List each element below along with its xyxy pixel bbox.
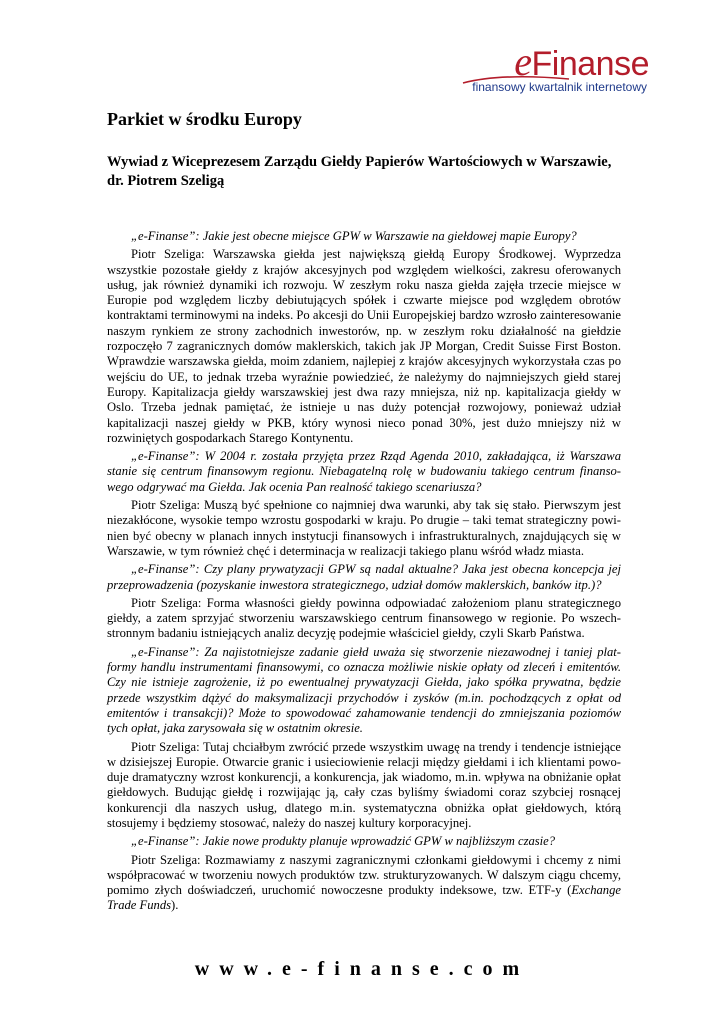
question-paragraph: „e-Finanse”: Jakie jest obecne miejsce GPW w Warszawie na giełdowej mapie Europy? [131,229,577,243]
answer-paragraph [107,853,621,914]
question-paragraph: „e-Finanse”: W 2004 r. została przyjęta przez Rząd Agenda 2010, zakładająca, iż Warszawa stanie się centrum finansowym regionu. Niebagatelną rolę w budowaniu takiego centrum finansowego odgrywać ma Giełda. Jak ocenia Pan realność takiego scenariusza? [107,449,621,494]
answer-paragraph: Piotr Szeliga: Tutaj chciałbym zwrócić przede wszystkim uwagę na trendy i tendencje istniejące w dzisiejszej Europie. Otwarcie granic i usieciowienie relacji między giełdami i ich klientami powoduje dramatyczny wzrost konkurencji, a konkurencja, jak wiadomo, m.in. wpływa na obniżanie opłat giełdowych. Budując giełdę i rozwijając ją, cały czas byliśmy świadomi coraz szybciej rosnącej konkurencji dla naszych usług, dlatego m.in. systematyczna obniżka opłat giełdowych, którą stosujemy i będziemy stosować, należy do naszej kultury korporacyjnej. [107,739,621,830]
footer-url[interactable]: www.e-finanse.com [194,958,530,980]
answer-paragraph: Piotr Szeliga: Forma własności giełdy powinna odpowiadać założeniom planu strategicznego giełdy, a zatem sprzyjać stworzeniu warszawskiego centrum finansowego w regionie. Po wszechstronnym badaniu istniejących analiz decyzję podejmie właściciel giełdy, czyli Skarb Państwa. [107,595,621,641]
answer-tail: ). [171,898,179,913]
answer-italic-term: Exchange Trade Funds [107,883,621,913]
answer-paragraph: Piotr Szeliga: Muszą być spełnione co najmniej dwa warunki, aby tak się stało. Pierwszym jest niezakłócone, wysokie tempo wzrostu gospodarki w kraju. Po drugie – taki temat strategiczny powinien być obecny w planach innych instytucji finansowych i infrastrukturalnych, znajdujących się w Warszawie, w tym również chęć i determinacja w realizacji takiego planu wśród władz miasta. [107,498,621,558]
efinanse-logo [459,39,649,102]
answer-paragraph: Piotr Szeliga: Warszawska giełda jest największą giełdą Europy Środkowej. Wyprzedza wszystkie pozostałe giełdy z krajów akcesyjnych pod względem wielkości, zakresu oferowanych usług, jak również dynamiki ich rozwoju. W zeszłym roku nasza giełda zajęła trzecie miejsce w Europie pod względem liczby debiutujących spółek i czwarte miejsce pod względem obrotów kontraktami terminowymi na indeks. Po akcesji do Unii Europejskiej bardzo wzrosło zainteresowanie naszym rynkiem ze strony zachodnich inwestorów, np. w zeszłym roku działalność na giełdzie rozpoczęło 7 zagranicznych domów maklerskich, takich jak JP Morgan, Credit Suisse First Boston. Wprawdzie warszawska giełda, moim zdaniem, najlepiej z krajów akcesyjnych wykorzystała czas po wejściu do UE, to jednak trzeba wyraźnie powiedzieć, że należymy do najmniejszych giełd starej Europy. Kapitalizacja giełdy warszawskiej jest dwa razy mniejsza, niż np. kapitalizacja giełdy w Oslo. Trzeba jednak pamiętać, że istnieje u nas duży potencjał rozwojowy, ponieważ udział kapitalizacji naszej giełdy w PKB, który wynosi nieco ponad 30%, jest dużo mniejszy niż w rozwiniętych gospodarkach Starego Kontynentu. [107,247,621,445]
article-body [107,229,621,917]
interview-subtitle: Wywiad z Wiceprezesem Zarządu Giełdy Papierów Wartościowych w Warszawie, dr. Piotrem Szeligą [107,154,612,189]
answer-text: Piotr Szeliga: Rozmawiamy z naszymi zagranicznymi członkami giełdowymi i chcemy z nimi współpracować w tworzeniu nowych produktów tzw. strukturyzowanych. W dalszym ciągu chcemy, pomimo złych doświadczeń, uruchomić nowoczesne produkty indeksowe, tzw. ETF-y ( [107,852,621,898]
question-paragraph: „e-Finanse”: Jakie nowe produkty planuje wprowadzić GPW w najbliższym czasie? [131,834,556,849]
question-paragraph: „e-Finanse”: Czy plany prywatyzacji GPW są nadal aktualne? Jaka jest obecna koncepcja jej przeprowadzenia (pozyskanie inwestora strategicznego, udział domów maklerskich, banków itp.)? [107,562,621,592]
logo-tagline: finansowy kwartalnik internetowy [472,80,647,94]
page-title: Parkiet w środku Europy [107,109,302,129]
question-paragraph: „e-Finanse”: Za najistotniejsze zadanie giełd uważa się stworzenie niezawodnej i taniej platformy handlu instrumentami finansowymi, co oznacza możliwie niskie opłaty od zleceń i emitentów. Czy nie istnieje zagrożenie, iż po ewentualnej prywatyzacji Giełda, jako spółka prywatna, będzie przede wszystkim dążyć do maksymalizacji przychodów i zysków (m.in. pochodzących z opłat od emitentów i transakcji)? Może to spowodować zahamowanie tendencji do zmniejszania poziomów tych opłat, jaka zarysowała się w ostatnim okresie. [107,644,621,736]
logo-wordmark: eFinanse [514,39,649,84]
